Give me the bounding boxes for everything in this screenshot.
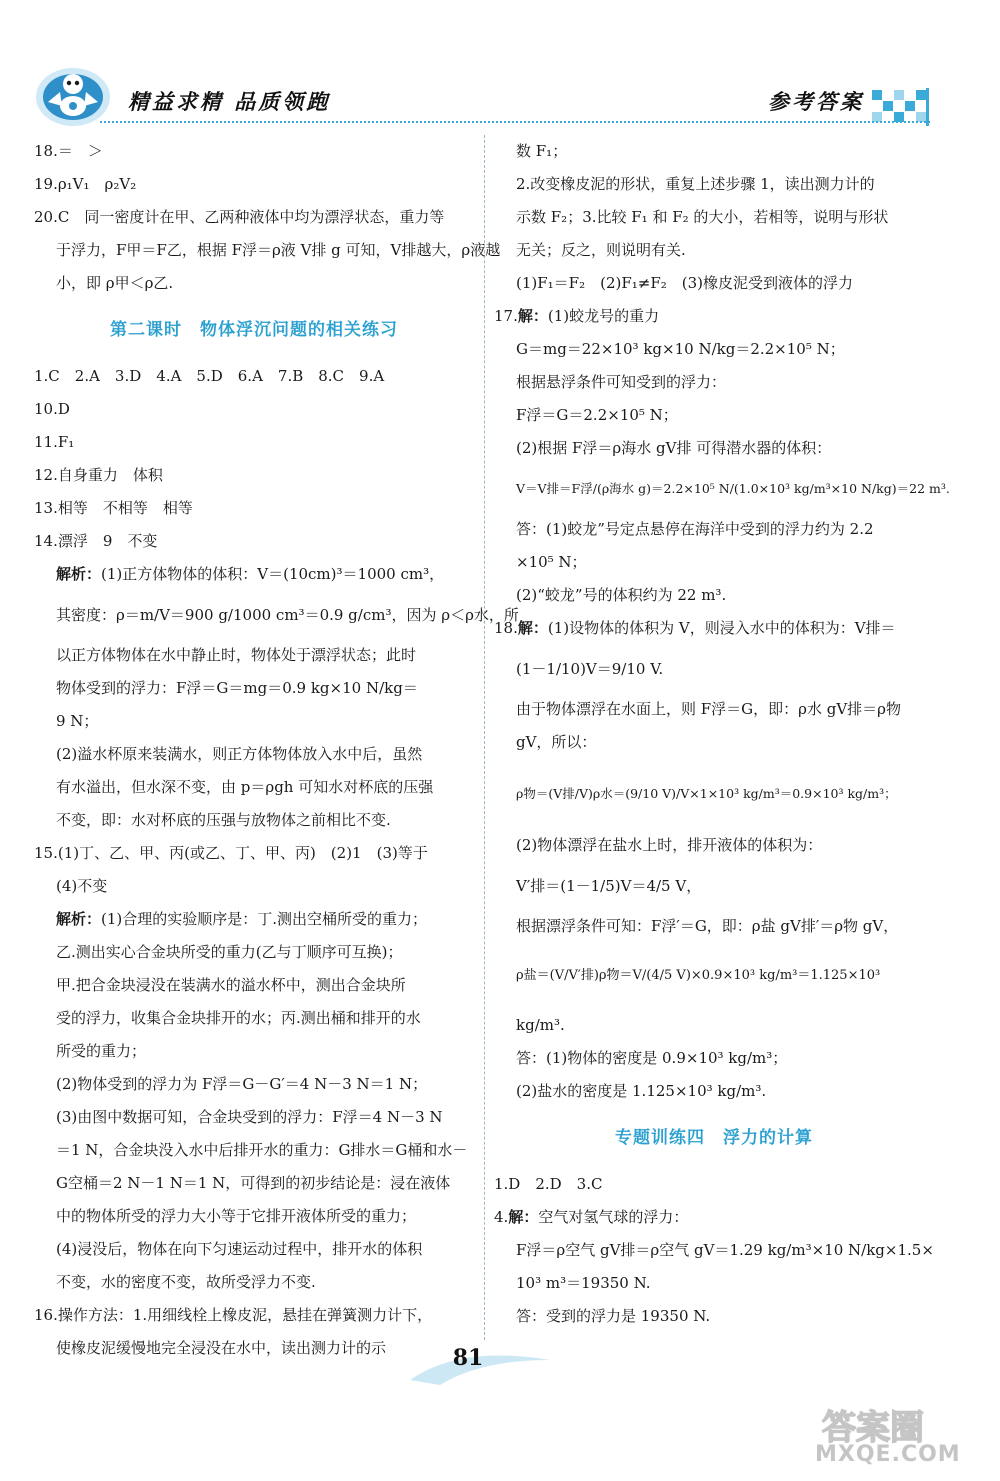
analysis-line [34, 903, 474, 936]
answer-line: 12.自身重力 体积 [34, 466, 163, 484]
solution-label: 解： [517, 619, 548, 637]
answer-line: 使橡皮泥缓慢地完全浸没在水中，读出测力计的示 [56, 1339, 387, 1357]
page-header [0, 0, 1000, 135]
answer-line: 16.操作方法：1.用细线栓上橡皮泥，悬挂在弹簧测力计下， [34, 1306, 433, 1324]
analysis-text: (1)正方体物体的体积：V＝(10cm)³＝1000 cm³， [101, 565, 445, 583]
section-title: 第二课时 物体浮沉问题的相关练习 [110, 320, 398, 340]
answer-line: 10.D [34, 400, 70, 418]
solution-text: (1)设物体的体积为 V，则浸入水中的体积为：V排＝ [547, 619, 896, 637]
solution-line: (2)根据 F浮＝ρ海水 gV排 可得潜水器的体积： [516, 439, 832, 457]
solution-line: 答：(1)蛟龙”号定点悬停在海洋中受到的浮力约为 2.2 [516, 520, 874, 538]
analysis-line: 甲.把合金块浸没在装满水的溢水杯中，测出合金块所 [56, 976, 406, 994]
right-column [494, 135, 950, 1333]
analysis-line: 中的物体所受的浮力大小等于它排开液体所受的重力； [56, 1207, 417, 1225]
formula-line: V＝V排＝F浮/(ρ海水 g)＝2.2×10⁵ N/(1.0×10³ kg/m³×10 N/kg)＝22 m³. [516, 481, 950, 496]
analysis-line: 有水溢出，但水深不变，由 p＝ρgh 可知水对杯底的压强 [56, 778, 434, 796]
answer-line: (4)不变 [56, 877, 108, 895]
analysis-line [34, 558, 474, 591]
section-title: 专题训练四 浮力的计算 [615, 1128, 813, 1148]
solution-line: G＝mg＝22×10³ kg×10 N/kg＝2.2×10⁵ N； [516, 340, 845, 358]
page-number: 81 [452, 1345, 484, 1371]
formula-line: ρ物＝(V排/V)ρ水＝(9/10 V)/V×1×10³ kg/m³＝0.9×10³ kg/m³； [516, 786, 897, 801]
analysis-line: 所受的重力； [56, 1042, 147, 1060]
solution-line: 根据漂浮条件可知：F浮′＝G，即：ρ盐 gV排′＝ρ物 gV， [516, 917, 899, 935]
question-number: 4. [494, 1208, 509, 1226]
analysis-line: 乙.测出实心合金块所受的重力(乙与丁顺序可互换)； [56, 943, 403, 961]
analysis-line: 不变，水的密度不变，故所受浮力不变. [56, 1273, 316, 1291]
analysis-line: G空桶＝2 N－1 N＝1 N，可得到的初步结论是：浸在液体 [56, 1174, 451, 1192]
solution-line: (2)盐水的密度是 1.125×10³ kg/m³. [516, 1082, 767, 1100]
solution-line: (2)“蛟龙”号的体积约为 22 m³. [516, 586, 727, 604]
analysis-line: 以正方体物体在水中静止时，物体处于漂浮状态；此时 [56, 646, 417, 664]
answer-line: 13.相等 不相等 相等 [34, 499, 193, 517]
answer-line: 18.＝ ＞ [34, 142, 103, 160]
analysis-line: (2)物体受到的浮力为 F浮＝G－G′＝4 N－3 N＝1 N； [56, 1075, 428, 1093]
answer-line: 2.改变橡皮泥的形状，重复上述步骤 1，读出测力计的 [516, 175, 875, 193]
solution-line: 答：(1)物体的密度是 0.9×10³ kg/m³； [516, 1049, 788, 1067]
solution-line: 答：受到的浮力是 19350 N. [516, 1307, 711, 1325]
answer-line: 于浮力，F甲＝F乙，根据 F浮＝ρ液 V排 g 可知，V排越大，ρ液越 [56, 241, 501, 259]
question-number: 18. [494, 619, 518, 637]
solution-line: F浮＝ρ空气 gV排＝ρ空气 gV＝1.29 kg/m³×10 N/kg×1.5× [516, 1241, 934, 1259]
answer-line: 20.C 同一密度计在甲、乙两种液体中均为漂浮状态，重力等 [34, 208, 445, 226]
answer-line: 示数 F₂；3.比较 F₁ 和 F₂ 的大小，若相等，说明与形状 [516, 208, 889, 226]
solution-line: gV，所以： [516, 733, 597, 751]
solution-line [494, 612, 934, 645]
solution-label: 解： [517, 307, 548, 325]
header-slogan: 精益求精 品质领跑 [128, 89, 331, 114]
answer-line: 15.(1)丁、乙、甲、丙(或乙、丁、甲、丙) (2)1 (3)等于 [34, 844, 428, 862]
answer-line: 无关；反之，则说明有关. [516, 241, 686, 259]
solution-line: (2)物体漂浮在盐水上时，排开液体的体积为： [516, 836, 823, 854]
solution-line: 根据悬浮条件可知受到的浮力： [516, 373, 727, 391]
answer-line: 14.漂浮 9 不变 [34, 532, 158, 550]
column-divider [484, 135, 485, 1340]
solution-line: 由于物体漂浮在水面上，则 F浮＝G，即：ρ水 gV排＝ρ物 [516, 700, 901, 718]
solution-line: 10³ m³＝19350 N. [516, 1274, 651, 1292]
analysis-line: 受的浮力，收集合金块排开的水；丙.测出桶和排开的水 [56, 1009, 421, 1027]
watermark-url: MXQE.COM [815, 1442, 961, 1467]
answer-line: 11.F₁ [34, 433, 75, 451]
analysis-line: 9 N； [56, 712, 99, 730]
analysis-line: ＝1 N，合金块没入水中后排开水的重力：G排水＝G桶和水－ [56, 1141, 468, 1159]
header-answer-title: 参考答案 [768, 89, 864, 114]
watermark-logo-text: 答案圈 [822, 1408, 924, 1448]
answer-line: 19.ρ₁V₁ ρ₂V₂ [34, 175, 137, 193]
solution-line: F浮＝G＝2.2×10⁵ N； [516, 406, 678, 424]
answer-line: 1.C 2.A 3.D 4.A 5.D 6.A 7.B 8.C 9.A [34, 367, 385, 385]
solution-line [494, 300, 934, 333]
answer-line: (1)F₁＝F₂ (2)F₁≠F₂ (3)橡皮泥受到液体的浮力 [516, 274, 853, 292]
solution-line: ×10⁵ N； [516, 553, 587, 571]
solution-line: kg/m³. [516, 1016, 565, 1034]
analysis-line: 不变，即：水对杯底的压强与放物体之前相比不变. [56, 811, 391, 829]
header-divider [100, 121, 930, 123]
formula-line: ρ盐＝(V/V′排)ρ物＝V/(4/5 V)×0.9×10³ kg/m³＝1.125×10³ [516, 968, 881, 983]
solution-line [494, 1201, 934, 1234]
analysis-line: (4)浸没后，物体在向下匀速运动过程中，排开水的体积 [56, 1240, 423, 1258]
answer-line: 小，即 ρ甲＜ρ乙. [56, 274, 174, 292]
solution-label: 解： [508, 1208, 539, 1226]
formula-line: (1－1/10)V＝9/10 V. [516, 660, 664, 678]
analysis-text: (1)合理的实验顺序是：丁.测出空桶所受的重力； [101, 910, 428, 928]
solution-text: (1)蛟龙号的重力 [547, 307, 660, 325]
solution-text: 空气对氢气球的浮力： [538, 1208, 689, 1226]
formula-line: V′排＝(1－1/5)V＝4/5 V， [516, 877, 702, 895]
analysis-label: 解析： [56, 910, 102, 928]
answer-line: 1.D 2.D 3.C [494, 1175, 603, 1193]
answer-line: 数 F₁； [516, 142, 568, 160]
question-number: 17. [494, 307, 518, 325]
analysis-line: 其密度：ρ＝m/V＝900 g/1000 cm³＝0.9 g/cm³，因为 ρ＜ρ水，所 [56, 606, 519, 624]
analysis-line: (2)溢水杯原来装满水，则正方体物体放入水中后，虽然 [56, 745, 423, 763]
analysis-line: (3)由图中数据可知，合金块受到的浮力：F浮＝4 N－3 N [56, 1108, 443, 1126]
analysis-label: 解析： [56, 565, 102, 583]
mascot-logo-icon [34, 62, 112, 128]
analysis-line: 物体受到的浮力：F浮＝G＝mg＝0.9 kg×10 N/kg＝ [56, 679, 418, 697]
